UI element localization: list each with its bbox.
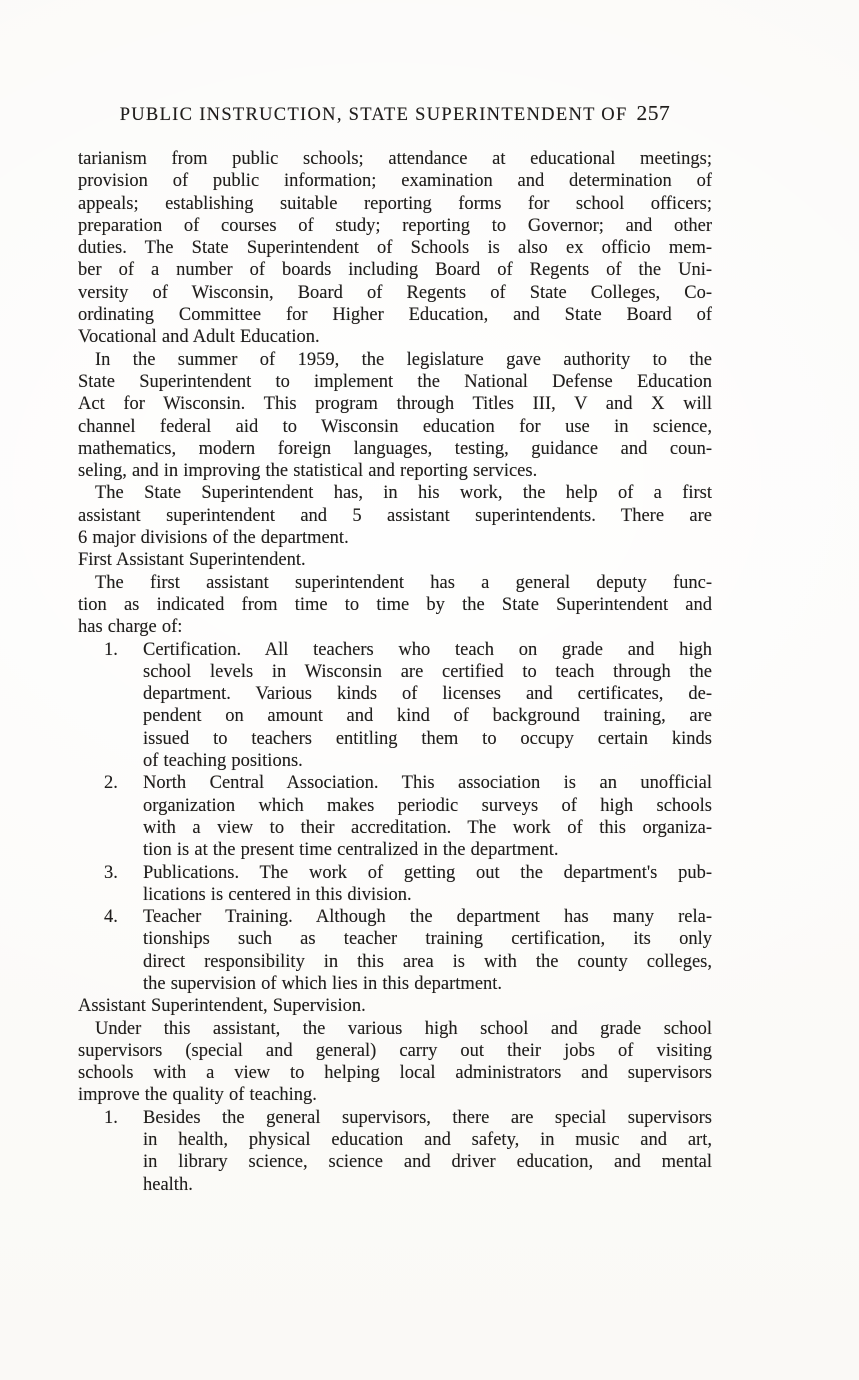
text-line: appeals; establishing suitable reporting forms for school officers; bbox=[78, 193, 712, 214]
list-number: 2. bbox=[104, 773, 118, 794]
text-line: in library science, science and driver education, and mental bbox=[143, 1152, 712, 1173]
list-body bbox=[143, 772, 712, 861]
text-line: State Superintendent to implement the National Defense Education bbox=[78, 371, 712, 392]
running-title: PUBLIC INSTRUCTION, STATE SUPERINTENDENT OF bbox=[119, 105, 628, 125]
text-line: Teacher Training. Although the department has many rela- bbox=[143, 907, 712, 928]
text-line: has charge of: bbox=[78, 617, 183, 638]
text-line: schools with a view to helping local administrators and supervisors bbox=[78, 1063, 712, 1084]
text-line: In the summer of 1959, the legislature gave authority to the bbox=[95, 349, 712, 370]
page-header bbox=[78, 100, 712, 126]
text-line: duties. The State Superintendent of Schools is also ex officio mem- bbox=[78, 238, 712, 259]
text-line: supervisors (special and general) carry out their jobs of visiting bbox=[78, 1040, 712, 1061]
text-line: tarianism from public schools; attendance at educational meetings; bbox=[78, 149, 712, 169]
text-line: The State Superintendent has, in his work, the help of a first bbox=[95, 483, 712, 504]
list-item bbox=[78, 1107, 712, 1196]
list-body bbox=[143, 639, 712, 773]
text-line: department. Various kinds of licenses and certificates, de- bbox=[143, 684, 712, 705]
paragraph bbox=[78, 482, 712, 549]
page-number: 257 bbox=[636, 101, 671, 125]
text-line: Vocational and Adult Education. bbox=[78, 327, 320, 348]
text-line: ber of a number of boards including Board of Regents of the Uni- bbox=[78, 260, 712, 281]
text-line: First Assistant Superintendent. bbox=[78, 550, 306, 571]
page-body bbox=[78, 148, 712, 1196]
text-line: improve the quality of teaching. bbox=[78, 1085, 317, 1106]
text-line: lications is centered in this division. bbox=[143, 884, 412, 905]
paragraph bbox=[78, 572, 712, 639]
list-item bbox=[78, 772, 712, 861]
list-body bbox=[143, 862, 712, 907]
list-number: 1. bbox=[104, 1107, 118, 1128]
text-line: ordinating Committee for Higher Education, and State Board of bbox=[78, 305, 712, 326]
text-line: the supervision of which lies in this department. bbox=[143, 973, 503, 994]
text-line: preparation of courses of study; reporting to Governor; and other bbox=[78, 215, 712, 236]
text-line: with a view to their accreditation. The work of this organiza- bbox=[143, 817, 712, 838]
text-line: tion is at the present time centralized in the department. bbox=[143, 840, 559, 861]
text-line: North Central Association. This association is an unofficial bbox=[143, 773, 712, 794]
text-line: school levels in Wisconsin are certified to teach through the bbox=[143, 661, 712, 682]
text-line: The first assistant superintendent has a general deputy func- bbox=[95, 572, 712, 593]
text-line: issued to teachers entitling them to occupy certain kinds bbox=[143, 728, 712, 749]
list-item bbox=[78, 639, 712, 773]
section-heading bbox=[78, 549, 712, 571]
text-line: seling, and in improving the statistical and reporting services. bbox=[78, 461, 538, 482]
text-line: Besides the general supervisors, there are special supervisors bbox=[143, 1107, 712, 1128]
list-item bbox=[78, 862, 712, 907]
list-number: 4. bbox=[104, 907, 118, 928]
text-line: Certification. All teachers who teach on grade and high bbox=[143, 639, 712, 660]
text-line: channel federal aid to Wisconsin education for use in science, bbox=[78, 416, 712, 437]
list-number: 3. bbox=[104, 862, 118, 883]
text-line: of teaching positions. bbox=[143, 751, 303, 772]
text-line: Publications. The work of getting out the department's pub- bbox=[143, 862, 712, 883]
text-line: pendent on amount and kind of background training, are bbox=[143, 706, 712, 727]
paragraph bbox=[78, 1018, 712, 1107]
list-item bbox=[78, 906, 712, 995]
text-line: Act for Wisconsin. This program through Titles III, V and X will bbox=[78, 394, 712, 415]
text-line: direct responsibility in this area is with the county colleges, bbox=[143, 951, 712, 972]
text-line: mathematics, modern foreign languages, testing, guidance and coun- bbox=[78, 438, 712, 459]
list-body bbox=[143, 1107, 712, 1196]
text-line: 6 major divisions of the department. bbox=[78, 528, 349, 549]
list-number: 1. bbox=[104, 639, 118, 660]
paragraph bbox=[78, 148, 712, 349]
text-line: tionships such as teacher training certification, its only bbox=[143, 929, 712, 950]
text-line: organization which makes periodic surveys of high schools bbox=[143, 795, 712, 816]
text-line: health. bbox=[143, 1174, 193, 1195]
text-line: in health, physical education and safety, in music and art, bbox=[143, 1130, 712, 1151]
text-line: tion as indicated from time to time by the State Superintendent and bbox=[78, 594, 712, 615]
text-line: provision of public information; examination and determination of bbox=[78, 171, 712, 192]
text-line: assistant superintendent and 5 assistant superintendents. There are bbox=[78, 505, 712, 526]
text-line: versity of Wisconsin, Board of Regents of State Colleges, Co- bbox=[78, 282, 712, 303]
text-column bbox=[78, 100, 712, 1196]
text-line: Under this assistant, the various high school and grade school bbox=[95, 1018, 712, 1039]
section-heading bbox=[78, 995, 712, 1017]
text-line: Assistant Superintendent, Supervision. bbox=[78, 996, 366, 1017]
list-body bbox=[143, 906, 712, 995]
paragraph bbox=[78, 349, 712, 483]
